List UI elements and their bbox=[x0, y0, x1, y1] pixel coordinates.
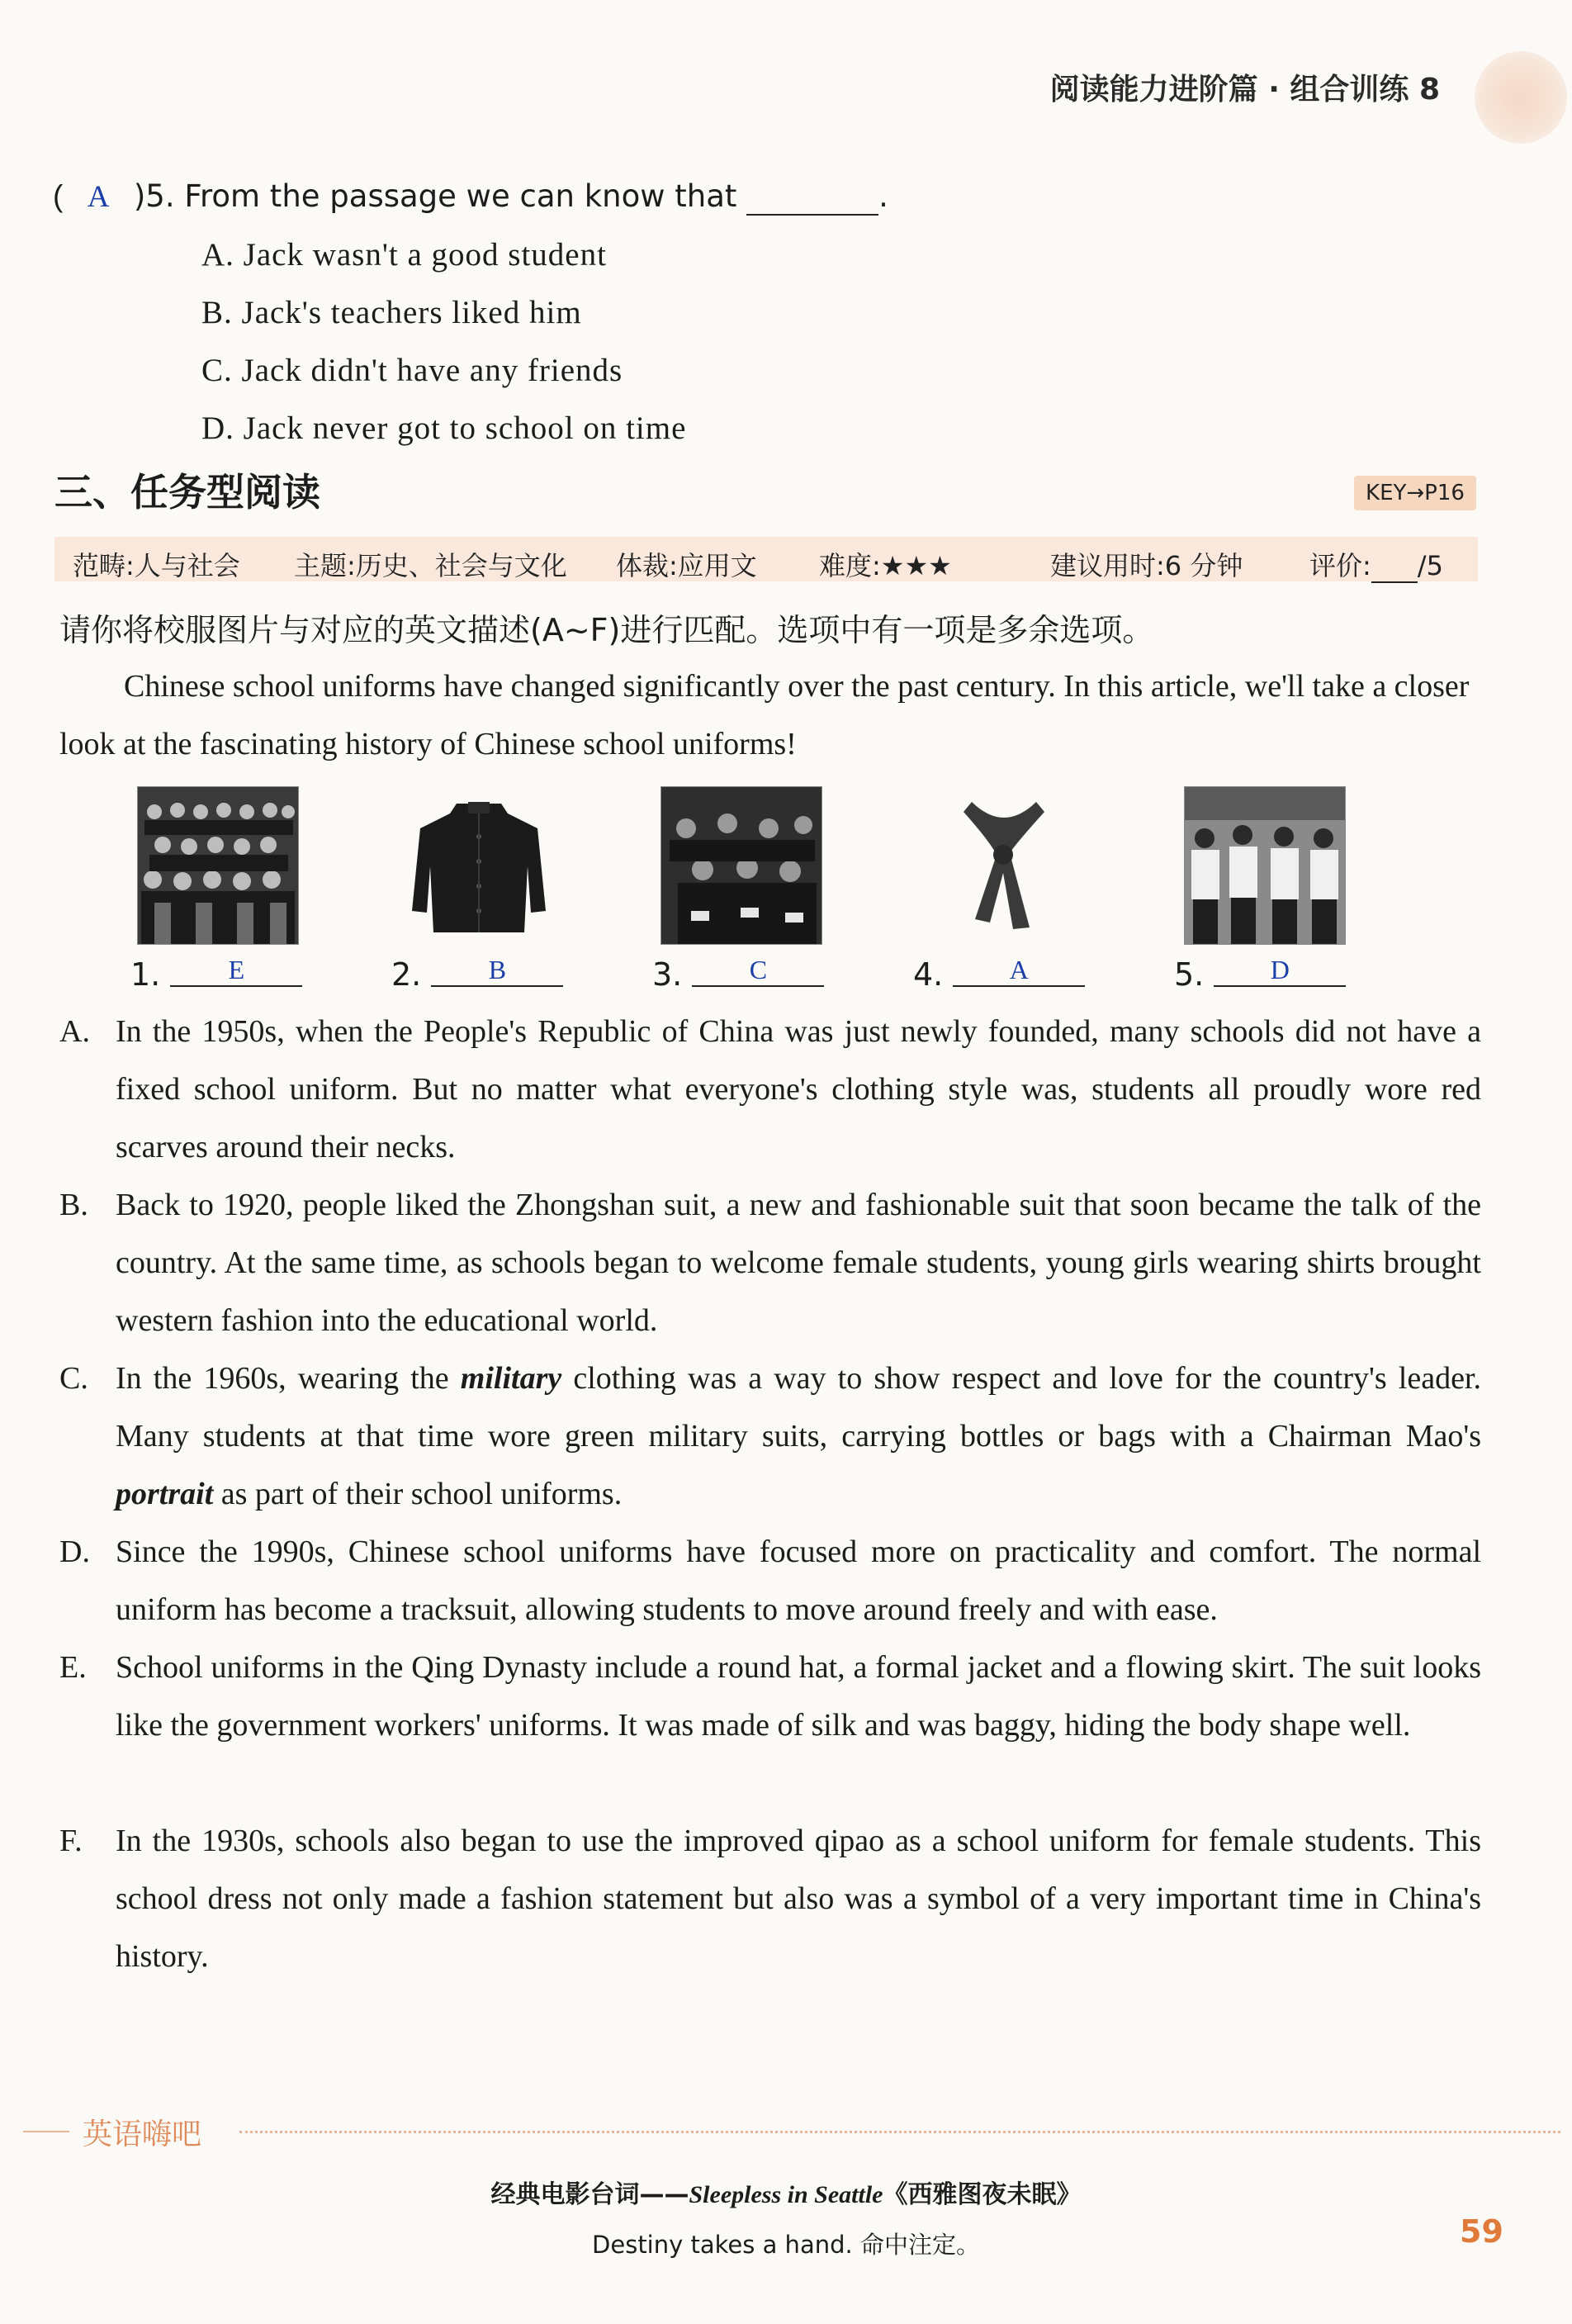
key-badge: KEY→P16 bbox=[1354, 476, 1476, 510]
quote-title-cn2: 《西雅图夜未眠》 bbox=[883, 2180, 1082, 2209]
picture-zhongshan-suit bbox=[398, 786, 560, 945]
option-letter: F. bbox=[59, 1824, 83, 1858]
match-answer: C bbox=[692, 955, 824, 987]
quote-cn: 命中注定。 bbox=[859, 2232, 980, 2259]
option-f bbox=[59, 1812, 1481, 1985]
match-4 bbox=[913, 956, 1085, 994]
match-number: 1. bbox=[130, 956, 161, 993]
picture-qing-students bbox=[137, 786, 299, 945]
option-e bbox=[59, 1639, 1481, 1754]
match-answer: B bbox=[431, 955, 563, 987]
match-3 bbox=[652, 956, 824, 994]
info-score bbox=[1309, 545, 1443, 583]
footer-divider bbox=[239, 2131, 1560, 2133]
option-letter: C. bbox=[59, 1361, 88, 1396]
header-decoration bbox=[1475, 51, 1567, 144]
option-text bbox=[116, 1349, 1481, 1523]
footer-divider-left bbox=[23, 2131, 69, 2132]
option-a bbox=[59, 1003, 1481, 1176]
option-text: In the 1950s, when the People's Republic of China was just newly founded, many schools did not have a fixed school uniform. But no matter what everyone's clothing style was, students all proudly wore red scarves around their necks. bbox=[116, 1014, 1481, 1164]
option-b bbox=[59, 1176, 1481, 1349]
q5-option-c: C. Jack didn't have any friends bbox=[201, 353, 623, 388]
match-answer: A bbox=[953, 955, 1085, 987]
info-theme: 主题:历史、社会与文化 bbox=[294, 550, 567, 581]
option-emphasis-portrait: portrait bbox=[116, 1477, 214, 1511]
option-text-part: as part of their school uniforms. bbox=[213, 1477, 623, 1511]
intro-paragraph bbox=[59, 657, 1480, 773]
match-number: 3. bbox=[652, 956, 683, 993]
match-1 bbox=[130, 956, 302, 994]
quote-en: Destiny takes a hand. bbox=[592, 2231, 853, 2259]
quote-title-en: Sleepless in Seattle bbox=[689, 2181, 883, 2208]
quote-text bbox=[0, 2227, 1572, 2260]
match-5 bbox=[1174, 956, 1346, 994]
picture-military-uniforms bbox=[661, 786, 822, 945]
info-bar bbox=[54, 537, 1478, 581]
q5-answer: A bbox=[87, 180, 110, 214]
q5-blank bbox=[746, 178, 878, 216]
option-c bbox=[59, 1349, 1481, 1523]
info-score-label: 评价: bbox=[1309, 550, 1371, 581]
info-score-blank bbox=[1371, 550, 1418, 583]
option-text: Since the 1990s, Chinese school uniforms have focused more on practicality and comfort. The normal uniform has become a tracksuit, allowing students to move around freely and with ease. bbox=[116, 1534, 1481, 1627]
question-5 bbox=[53, 178, 888, 216]
instruction: 请你将校服图片与对应的英文描述(A~F)进行匹配。选项中有一项是多余选项。 bbox=[59, 612, 1154, 648]
header-title: 阅读能力进阶篇 · 组合训练 8 bbox=[1049, 73, 1440, 107]
option-letter: B. bbox=[59, 1188, 88, 1222]
option-letter: D. bbox=[59, 1534, 90, 1569]
quote-title bbox=[0, 2174, 1572, 2210]
info-genre: 体裁:应用文 bbox=[616, 550, 757, 581]
match-answer: E bbox=[170, 955, 302, 987]
intro-text: Chinese school uniforms have changed significantly over the past century. In this article, we'll take a closer look at the fascinating history of Chinese school uniforms! bbox=[59, 669, 1470, 761]
q5-end: . bbox=[878, 178, 888, 214]
info-time: 建议用时:6 分钟 bbox=[1050, 550, 1243, 581]
q5-stem: From the passage we can know that bbox=[184, 178, 737, 214]
option-text-part: clothing was a way to show respect and love for the country's leader. Many students at that time wore green military suits, carrying bottles or bags with a Chairman Mao's bbox=[116, 1361, 1481, 1454]
footer-label: 英语嗨吧 bbox=[83, 2118, 202, 2151]
quote-title-cn: 经典电影台词—— bbox=[490, 2180, 689, 2209]
answer-paren-open: ( bbox=[53, 179, 64, 213]
q5-option-d: D. Jack never got to school on time bbox=[201, 410, 687, 446]
match-number: 4. bbox=[913, 956, 944, 993]
info-domain: 范畴:人与社会 bbox=[73, 550, 240, 581]
page-number: 59 bbox=[1460, 2213, 1503, 2250]
info-score-total: /5 bbox=[1417, 550, 1443, 581]
option-text: Back to 1920, people liked the Zhongshan suit, a new and fashionable suit that soon became the talk of the country. At the same time, as schools began to welcome female students, young girls wearing shirts brought western fashion into the educational world. bbox=[116, 1188, 1481, 1338]
option-emphasis-military: military bbox=[460, 1361, 562, 1396]
q5-option-a: A. Jack wasn't a good student bbox=[201, 237, 607, 273]
option-letter: A. bbox=[59, 1014, 90, 1049]
q5-number: )5. bbox=[133, 178, 175, 214]
option-d bbox=[59, 1523, 1481, 1639]
match-answer: D bbox=[1214, 955, 1346, 987]
match-2 bbox=[391, 956, 563, 994]
info-difficulty: 难度:★★★ bbox=[819, 550, 952, 581]
picture-red-scarf bbox=[923, 786, 1085, 945]
q5-option-b: B. Jack's teachers liked him bbox=[201, 295, 582, 330]
option-text-part: In the 1960s, wearing the bbox=[116, 1361, 461, 1396]
picture-tracksuits bbox=[1184, 786, 1346, 945]
option-text: In the 1930s, schools also began to use the improved qipao as a school uniform for female students. This school dress not only made a fashion statement but also was a symbol of a very important time in China's history. bbox=[116, 1824, 1481, 1974]
option-letter: E. bbox=[59, 1650, 87, 1685]
section-title: 三、任务型阅读 bbox=[54, 470, 320, 515]
match-number: 5. bbox=[1174, 956, 1205, 993]
match-number: 2. bbox=[391, 956, 422, 993]
option-text: School uniforms in the Qing Dynasty include a round hat, a formal jacket and a flowing skirt. The suit looks like the government workers' uniforms. It was made of silk and was baggy, hiding the body shape well. bbox=[116, 1650, 1481, 1743]
